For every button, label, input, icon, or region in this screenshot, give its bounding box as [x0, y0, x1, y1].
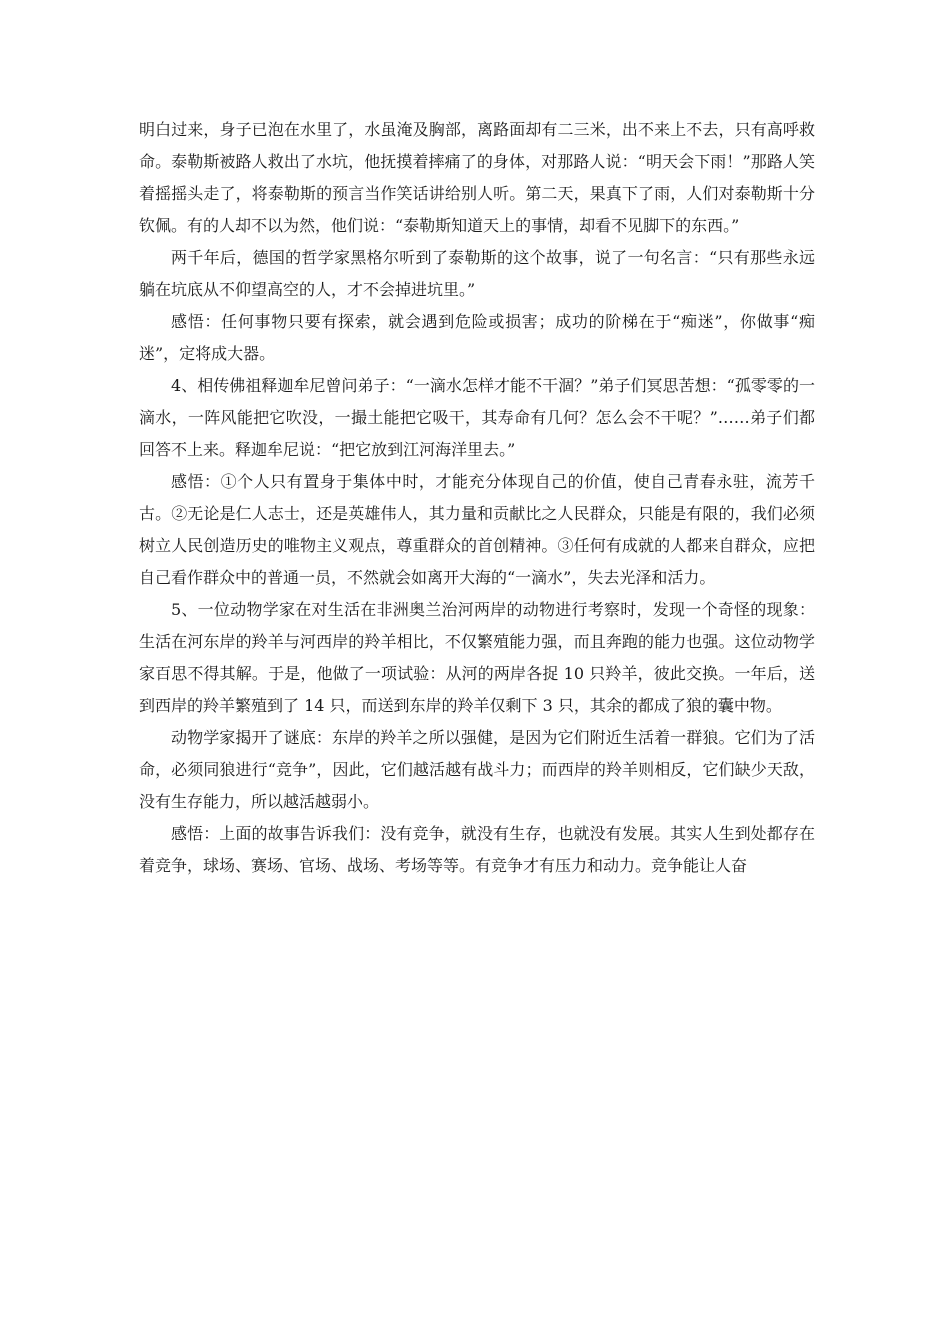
paragraph-story-5-antelope: 5、一位动物学家在对生活在非洲奥兰治河两岸的动物进行考察时，发现一个奇怪的现象：生活在河东岸的羚羊与河西岸的羚羊相比，不仅繁殖能力强，而且奔跑的能力也强。这位动物学家百思不得其解。于是，他做了一项试验：从河的两岸各捉 10 只羚羊，彼此交换。一年后，送到西岸的羚羊繁殖到了 14 只，而送到东岸的羚羊仅剩下 3 只，其余的都成了狼的囊中物。: [139, 600, 815, 715]
paragraph-insight-competition: 感悟：上面的故事告诉我们：没有竞争，就没有生存，也就没有发展。其实人生到处都存在着竞争，球场、赛场、官场、战场、考场等等。有竞争才有压力和动力。竞争能让人奋: [139, 824, 815, 875]
paragraph-story-4-water-drop: 4、相传佛祖释迦牟尼曾问弟子：“一滴水怎样才能不干涸？”弟子们冥思苦想：“孤零零的一滴水，一阵风能把它吹没，一撮土能把它吸干，其寿命有几何？怎么会不干呢？”……弟子们都回答不上来。释迦牟尼说：“把它放到江河海洋里去。”: [139, 376, 815, 459]
paragraph-zoologist-explanation: 动物学家揭开了谜底：东岸的羚羊之所以强健，是因为它们附近生活着一群狼。它们为了活命，必须同狼进行“竞争”，因此，它们越活越有战斗力；而西岸的羚羊则相反，它们缺少天敌，没有生存能力，所以越活越弱小。: [139, 728, 815, 811]
paragraph-insight-collective: 感悟：①个人只有置身于集体中时，才能充分体现自己的价值，使自己青春永驻，流芳千古。②无论是仁人志士，还是英雄伟人，其力量和贡献比之人民群众，只能是有限的，我们必须树立人民创造历史的唯物主义观点，尊重群众的首创精神。③任何有成就的人都来自群众，应把自己看作群众中的普通一员，不然就会如离开大海的“一滴水”，失去光泽和活力。: [139, 472, 815, 587]
paragraph-insight-obsession: 感悟：任何事物只要有探索，就会遇到危险或损害；成功的阶梯在于“痴迷”，你做事“痴迷”，定将成大器。: [139, 312, 815, 363]
paragraph-hegel-quote: 两千年后，德国的哲学家黑格尔听到了泰勒斯的这个故事，说了一句名言：“只有那些永远躺在坑底从不仰望高空的人，才不会掉进坑里。”: [139, 248, 815, 299]
paragraph-thales-continued: 明白过来，身子已泡在水里了，水虽淹及胸部，离路面却有二三米，出不来上不去，只有高呼救命。泰勒斯被路人救出了水坑，他抚摸着摔痛了的身体，对那路人说：“明天会下雨！”那路人笑着摇摇头走了，将泰勒斯的预言当作笑话讲给别人听。第二天，果真下了雨，人们对泰勒斯十分钦佩。有的人却不以为然，他们说：“泰勒斯知道天上的事情，却看不见脚下的东西。”: [139, 120, 815, 235]
document-body: [139, 114, 815, 882]
